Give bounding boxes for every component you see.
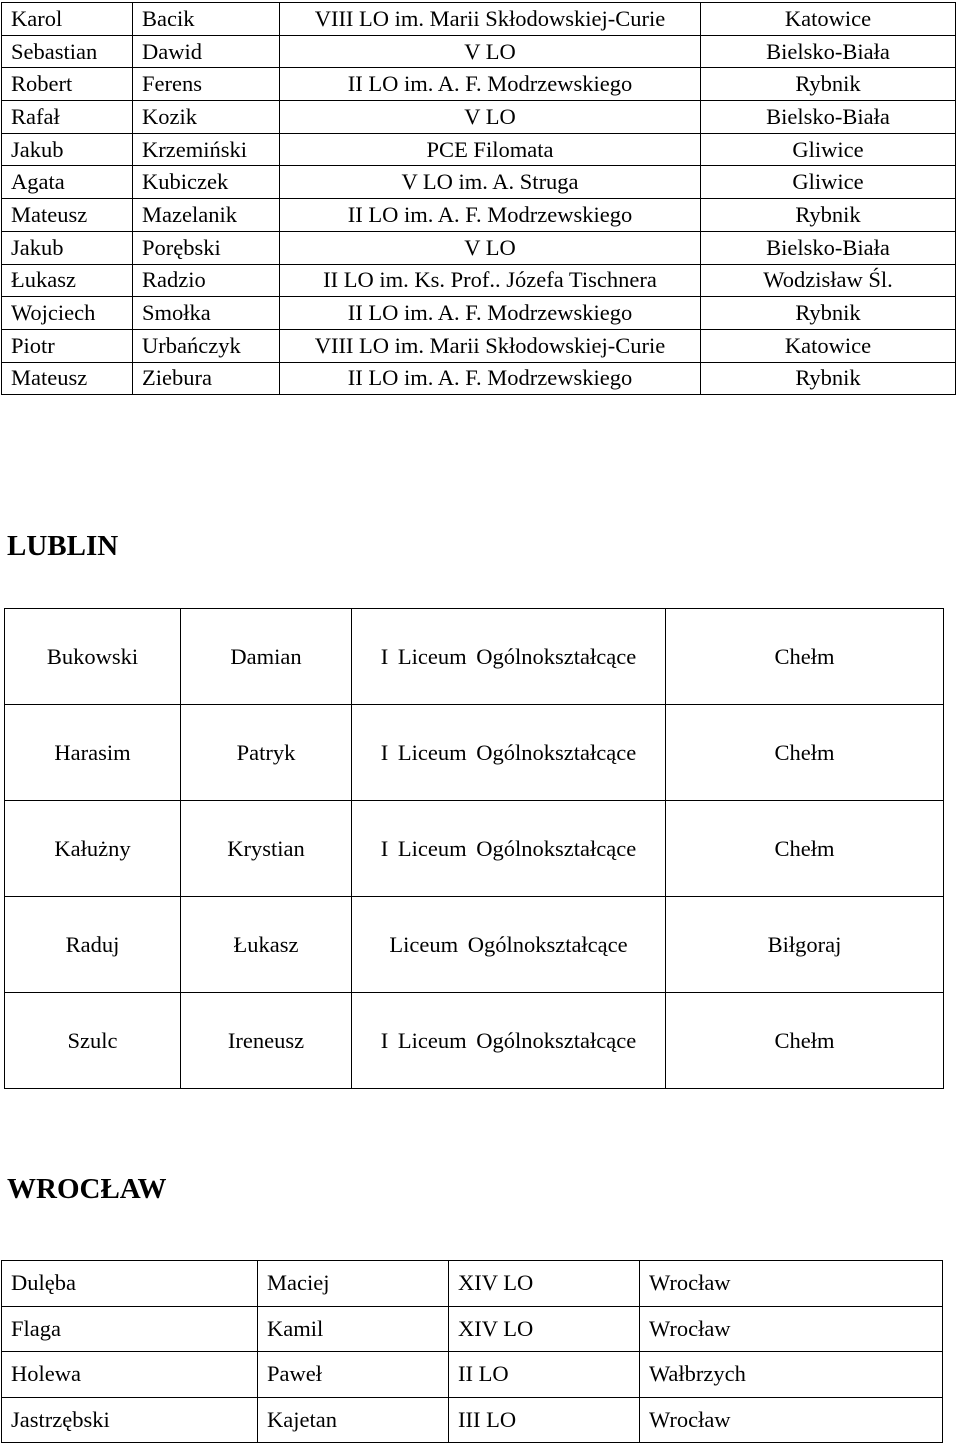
table-row (2, 3, 956, 36)
table-row (5, 801, 944, 897)
first-name-cell: Maciej (258, 1261, 449, 1307)
first-name-cell: Krystian (181, 801, 352, 897)
first-name-cell: Łukasz (181, 897, 352, 993)
school-cell: V LO (280, 231, 701, 264)
school-cell: V LO (280, 101, 701, 134)
school-cell: II LO (449, 1352, 640, 1398)
school-cell: VIII LO im. Marii Skłodowskiej-Curie (280, 3, 701, 36)
table-row (2, 329, 956, 362)
last-name-cell: Bacik (133, 3, 280, 36)
table-row (2, 362, 956, 395)
city-cell: Biłgoraj (666, 897, 944, 993)
table-row (2, 68, 956, 101)
last-name-cell: Kozik (133, 101, 280, 134)
table-row (2, 133, 956, 166)
first-name-cell: Mateusz (2, 362, 133, 395)
table-row (2, 1261, 943, 1307)
school-cell: VIII LO im. Marii Skłodowskiej-Curie (280, 329, 701, 362)
lublin-heading: LUBLIN (7, 530, 119, 562)
city-cell: Gliwice (701, 133, 956, 166)
last-name-cell: Kałużny (5, 801, 181, 897)
city-cell: Katowice (701, 329, 956, 362)
last-name-cell: Kubiczek (133, 166, 280, 199)
table-row (2, 1306, 943, 1352)
school-cell: Liceum Ogólnokształcące (352, 897, 666, 993)
last-name-cell: Krzemiński (133, 133, 280, 166)
school-cell: II LO im. A. F. Modrzewskiego (280, 199, 701, 232)
city-cell: Rybnik (701, 68, 956, 101)
table-row (2, 166, 956, 199)
last-name-cell: Jastrzębski (2, 1397, 258, 1443)
last-name-cell: Flaga (2, 1306, 258, 1352)
first-name-cell: Ireneusz (181, 993, 352, 1089)
city-cell: Rybnik (701, 297, 956, 330)
school-cell: II LO im. A. F. Modrzewskiego (280, 362, 701, 395)
last-name-cell: Urbańczyk (133, 329, 280, 362)
city-cell: Chełm (666, 993, 944, 1089)
last-name-cell: Dawid (133, 35, 280, 68)
first-name-cell: Piotr (2, 329, 133, 362)
city-cell: Chełm (666, 801, 944, 897)
table-row (5, 609, 944, 705)
school-cell: V LO im. A. Struga (280, 166, 701, 199)
last-name-cell: Dulęba (2, 1261, 258, 1307)
table-row (2, 297, 956, 330)
wroclaw-heading: WROCŁAW (7, 1173, 167, 1205)
city-cell: Bielsko-Biała (701, 35, 956, 68)
table-row (2, 1352, 943, 1398)
school-cell: V LO (280, 35, 701, 68)
table-row (2, 199, 956, 232)
school-cell: I Liceum Ogólnokształcące (352, 705, 666, 801)
first-name-cell: Paweł (258, 1352, 449, 1398)
city-cell: Wrocław (640, 1397, 943, 1443)
city-cell: Rybnik (701, 362, 956, 395)
table-row (2, 1397, 943, 1443)
first-name-cell: Wojciech (2, 297, 133, 330)
first-name-cell: Jakub (2, 133, 133, 166)
school-cell: I Liceum Ogólnokształcące (352, 609, 666, 705)
school-cell: II LO im. A. F. Modrzewskiego (280, 68, 701, 101)
first-name-cell: Rafał (2, 101, 133, 134)
school-cell: I Liceum Ogólnokształcące (352, 993, 666, 1089)
city-cell: Gliwice (701, 166, 956, 199)
lublin-results-table (4, 608, 944, 1089)
first-name-cell: Mateusz (2, 199, 133, 232)
city-cell: Katowice (701, 3, 956, 36)
last-name-cell: Ferens (133, 68, 280, 101)
last-name-cell: Raduj (5, 897, 181, 993)
last-name-cell: Bukowski (5, 609, 181, 705)
city-cell: Wałbrzych (640, 1352, 943, 1398)
wroclaw-results-table (1, 1260, 943, 1443)
city-cell: Wodzisław Śl. (701, 264, 956, 297)
first-name-cell: Karol (2, 3, 133, 36)
table-row (5, 897, 944, 993)
first-name-cell: Jakub (2, 231, 133, 264)
table-row (5, 705, 944, 801)
table-row (2, 264, 956, 297)
school-cell: III LO (449, 1397, 640, 1443)
city-cell: Wrocław (640, 1306, 943, 1352)
first-name-cell: Sebastian (2, 35, 133, 68)
first-name-cell: Patryk (181, 705, 352, 801)
table-row (5, 993, 944, 1089)
city-cell: Chełm (666, 705, 944, 801)
last-name-cell: Ziebura (133, 362, 280, 395)
last-name-cell: Radzio (133, 264, 280, 297)
school-cell: I Liceum Ogólnokształcące (352, 801, 666, 897)
last-name-cell: Porębski (133, 231, 280, 264)
school-cell: II LO im. A. F. Modrzewskiego (280, 297, 701, 330)
table-row (2, 101, 956, 134)
last-name-cell: Smołka (133, 297, 280, 330)
last-name-cell: Holewa (2, 1352, 258, 1398)
last-name-cell: Mazelanik (133, 199, 280, 232)
last-name-cell: Szulc (5, 993, 181, 1089)
first-name-cell: Łukasz (2, 264, 133, 297)
table-row (2, 35, 956, 68)
silesia-results-table (1, 2, 956, 395)
city-cell: Chełm (666, 609, 944, 705)
city-cell: Wrocław (640, 1261, 943, 1307)
last-name-cell: Harasim (5, 705, 181, 801)
first-name-cell: Robert (2, 68, 133, 101)
first-name-cell: Agata (2, 166, 133, 199)
first-name-cell: Damian (181, 609, 352, 705)
first-name-cell: Kamil (258, 1306, 449, 1352)
city-cell: Rybnik (701, 199, 956, 232)
school-cell: XIV LO (449, 1306, 640, 1352)
table-row (2, 231, 956, 264)
school-cell: PCE Filomata (280, 133, 701, 166)
school-cell: II LO im. Ks. Prof.. Józefa Tischnera (280, 264, 701, 297)
school-cell: XIV LO (449, 1261, 640, 1307)
city-cell: Bielsko-Biała (701, 101, 956, 134)
first-name-cell: Kajetan (258, 1397, 449, 1443)
city-cell: Bielsko-Biała (701, 231, 956, 264)
